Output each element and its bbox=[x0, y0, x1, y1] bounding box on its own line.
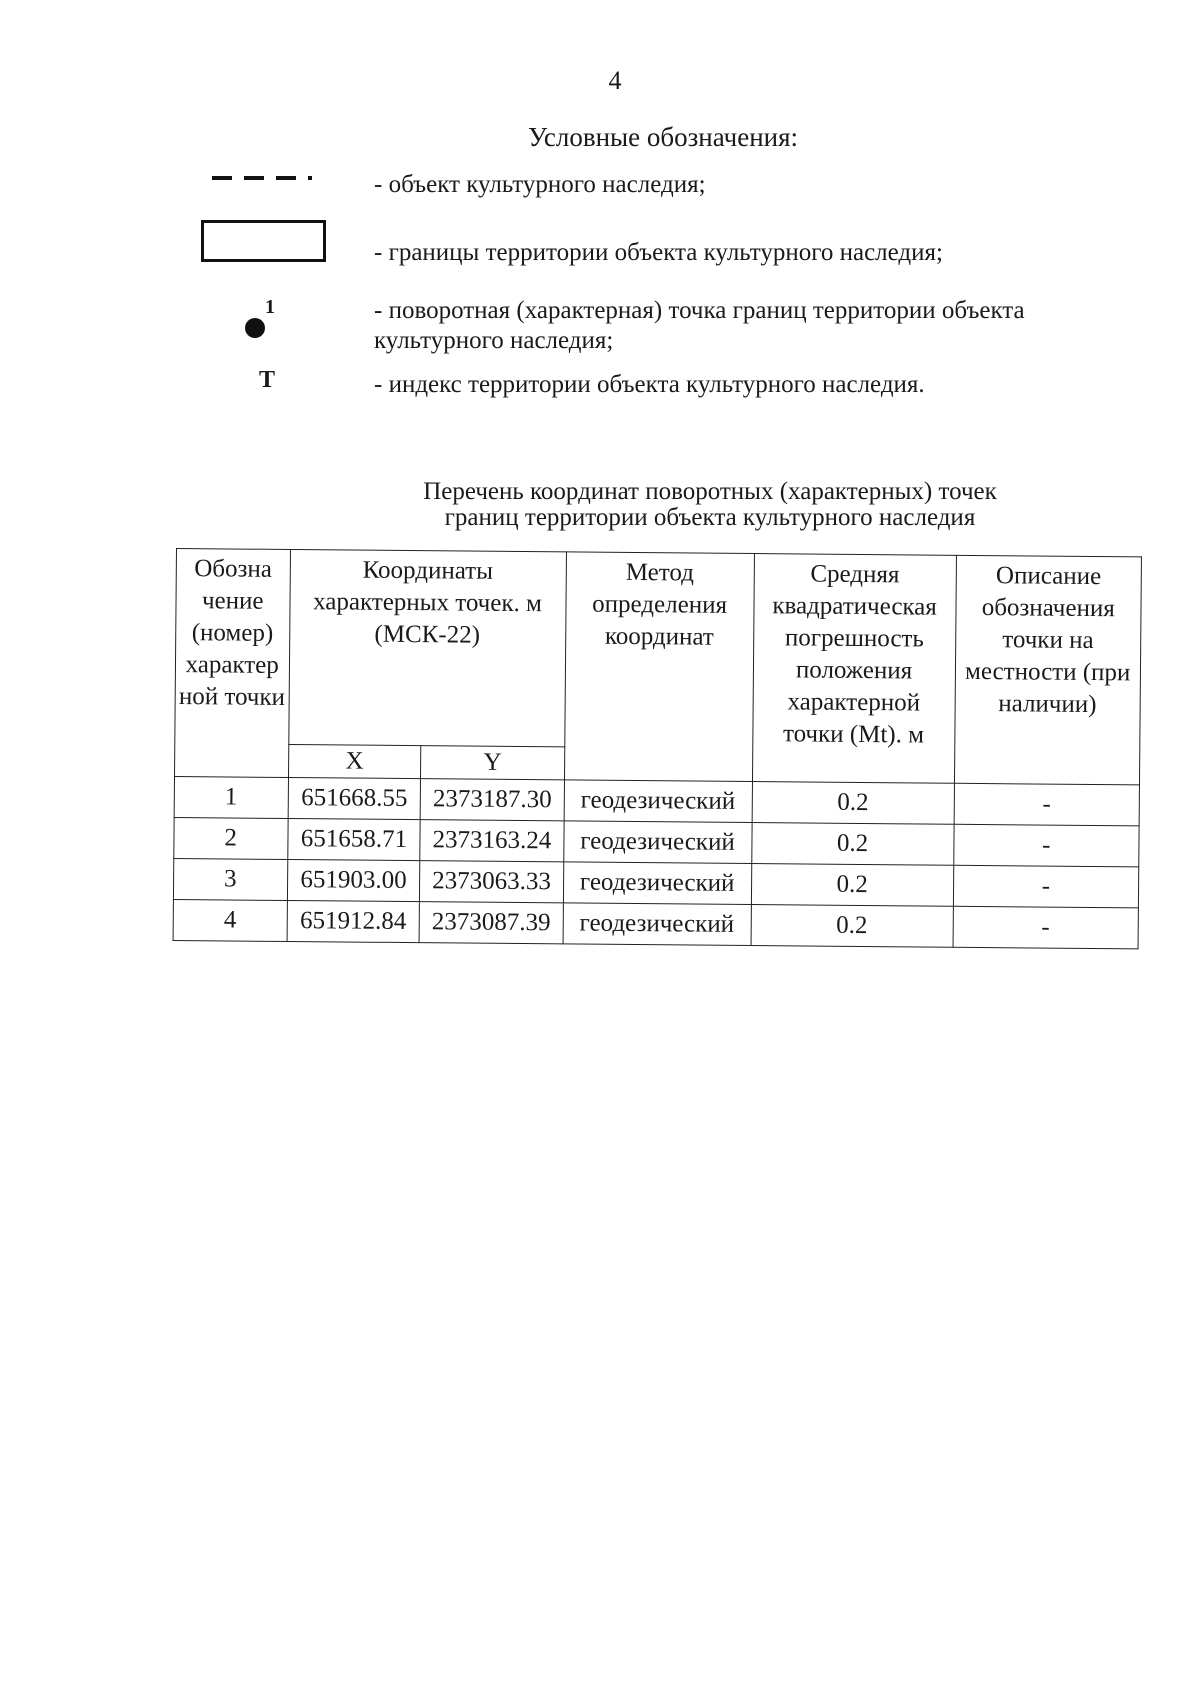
legend-text-object: - объект культурного наследия; bbox=[374, 171, 706, 198]
page-number: 4 bbox=[608, 66, 622, 95]
cell-y: 2373063.33 bbox=[420, 861, 563, 903]
dashed-line-symbol bbox=[212, 176, 312, 180]
header-method: Метод определения координат bbox=[564, 552, 754, 782]
cell-x: 651912.84 bbox=[287, 900, 420, 942]
header-y: Y bbox=[421, 746, 564, 780]
cell-error: 0.2 bbox=[751, 864, 953, 907]
header-error: Средняя квадратическая погрешность положения характерной точки (Mt). м bbox=[752, 554, 956, 784]
table-title-line-1: Перечень координат поворотных (характерных) точек bbox=[423, 478, 997, 505]
header-designation: Обозна чение (номер) характер ной точки bbox=[175, 549, 290, 778]
table-title-line-2: границ территории объекта культурного наследия bbox=[444, 504, 976, 531]
cell-error: 0.2 bbox=[751, 823, 953, 866]
cell-description: - bbox=[953, 906, 1139, 949]
cell-method: геодезический bbox=[564, 780, 753, 823]
cell-method: геодезический bbox=[563, 862, 752, 905]
header-coordinates: Координаты характерных точек. м (МСК-22) bbox=[288, 549, 566, 746]
cell-error: 0.2 bbox=[752, 782, 954, 825]
cell-description: - bbox=[954, 783, 1140, 826]
cell-method: геодезический bbox=[563, 903, 752, 946]
cell-number: 2 bbox=[174, 817, 288, 859]
cell-description: - bbox=[953, 865, 1139, 908]
header-x: X bbox=[288, 744, 421, 778]
cell-y: 2373163.24 bbox=[420, 820, 563, 862]
legend-text-index: - индекс территории объекта культурного наследия. bbox=[374, 371, 925, 398]
coordinates-table bbox=[173, 548, 1142, 949]
cell-error: 0.2 bbox=[751, 905, 953, 948]
cell-number: 3 bbox=[173, 858, 287, 900]
cell-method: геодезический bbox=[563, 821, 752, 864]
cell-number: 1 bbox=[174, 776, 288, 818]
cell-x: 651658.71 bbox=[287, 818, 420, 860]
cell-x: 651668.55 bbox=[288, 777, 421, 819]
cell-x: 651903.00 bbox=[287, 859, 420, 901]
rectangle-symbol bbox=[201, 220, 326, 262]
cell-y: 2373187.30 bbox=[421, 779, 564, 821]
turning-point-symbol bbox=[245, 318, 265, 338]
legend-title: Условные обозначения: bbox=[528, 122, 799, 152]
cell-description: - bbox=[953, 824, 1139, 867]
legend-text-turning-point: - поворотная (характерная) точка границ территории объекта культурного наследия; bbox=[374, 297, 1025, 354]
table-header-row bbox=[175, 549, 1142, 752]
header-description: Описание обозначения точки на местности (при наличии) bbox=[954, 555, 1141, 785]
cell-y: 2373087.39 bbox=[419, 902, 562, 944]
table-row bbox=[173, 899, 1138, 948]
turning-point-symbol-label: 1 bbox=[265, 296, 275, 318]
index-symbol: Т bbox=[259, 367, 276, 393]
legend-text-boundary: - границы территории объекта культурного наследия; bbox=[374, 239, 943, 266]
cell-number: 4 bbox=[173, 899, 287, 941]
